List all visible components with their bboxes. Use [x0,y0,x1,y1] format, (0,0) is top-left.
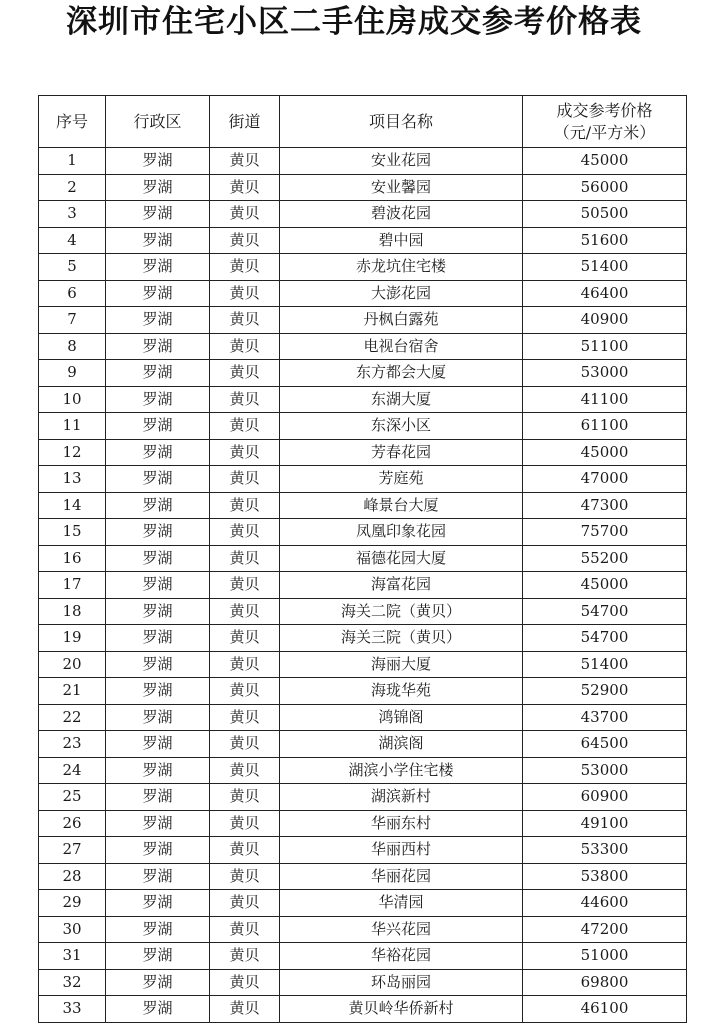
cell-project: 华丽东村 [280,810,523,837]
header-price-label: 成交参考价格 [556,100,653,120]
cell-price: 53000 [523,360,687,387]
table-row [39,572,687,599]
cell-index: 20 [39,651,106,678]
cell-price: 64500 [523,731,687,758]
cell-index: 9 [39,360,106,387]
cell-price: 51400 [523,651,687,678]
cell-street: 黄贝 [210,704,280,731]
cell-street: 黄贝 [210,174,280,201]
cell-index: 30 [39,916,106,943]
cell-street: 黄贝 [210,492,280,519]
cell-district: 罗湖 [106,148,210,175]
header-row [39,96,687,148]
cell-street: 黄贝 [210,572,280,599]
cell-street: 黄贝 [210,519,280,546]
cell-price: 45000 [523,439,687,466]
cell-district: 罗湖 [106,704,210,731]
cell-street: 黄贝 [210,386,280,413]
table-row [39,837,687,864]
cell-index: 32 [39,969,106,996]
cell-index: 2 [39,174,106,201]
cell-street: 黄贝 [210,333,280,360]
cell-street: 黄贝 [210,678,280,705]
cell-district: 罗湖 [106,254,210,281]
table-row [39,757,687,784]
header-index: 序号 [39,96,106,148]
cell-district: 罗湖 [106,731,210,758]
cell-index: 13 [39,466,106,493]
cell-project: 东方都会大厦 [280,360,523,387]
cell-price: 47200 [523,916,687,943]
page-title: 深圳市住宅小区二手住房成交参考价格表 [66,4,642,40]
cell-project: 华丽花园 [280,863,523,890]
table-row [39,810,687,837]
cell-district: 罗湖 [106,545,210,572]
cell-price: 75700 [523,519,687,546]
cell-street: 黄贝 [210,651,280,678]
table-row [39,890,687,917]
cell-street: 黄贝 [210,943,280,970]
cell-price: 53300 [523,837,687,864]
cell-street: 黄贝 [210,545,280,572]
cell-project: 东深小区 [280,413,523,440]
cell-project: 芳春花园 [280,439,523,466]
cell-price: 51400 [523,254,687,281]
cell-index: 23 [39,731,106,758]
cell-index: 24 [39,757,106,784]
cell-price: 53000 [523,757,687,784]
cell-street: 黄贝 [210,625,280,652]
cell-price: 41100 [523,386,687,413]
table-row [39,254,687,281]
table-row [39,227,687,254]
cell-index: 12 [39,439,106,466]
cell-price: 47000 [523,466,687,493]
cell-project: 福德花园大厦 [280,545,523,572]
table-row [39,545,687,572]
cell-district: 罗湖 [106,307,210,334]
cell-price: 51000 [523,943,687,970]
cell-district: 罗湖 [106,519,210,546]
cell-project: 峰景台大厦 [280,492,523,519]
cell-street: 黄贝 [210,201,280,228]
table-row [39,519,687,546]
cell-index: 16 [39,545,106,572]
cell-price: 60900 [523,784,687,811]
cell-street: 黄贝 [210,757,280,784]
cell-price: 52900 [523,678,687,705]
cell-index: 4 [39,227,106,254]
cell-price: 47300 [523,492,687,519]
cell-project: 湖滨新村 [280,784,523,811]
cell-street: 黄贝 [210,598,280,625]
table-row [39,201,687,228]
cell-street: 黄贝 [210,916,280,943]
cell-district: 罗湖 [106,333,210,360]
cell-street: 黄贝 [210,466,280,493]
cell-district: 罗湖 [106,466,210,493]
table-row [39,625,687,652]
cell-district: 罗湖 [106,227,210,254]
cell-index: 7 [39,307,106,334]
cell-street: 黄贝 [210,890,280,917]
cell-price: 43700 [523,704,687,731]
cell-price: 56000 [523,174,687,201]
cell-price: 49100 [523,810,687,837]
cell-district: 罗湖 [106,174,210,201]
cell-project: 安业花园 [280,148,523,175]
table-row [39,148,687,175]
cell-street: 黄贝 [210,810,280,837]
table-row [39,704,687,731]
cell-project: 华丽西村 [280,837,523,864]
cell-street: 黄贝 [210,413,280,440]
cell-index: 14 [39,492,106,519]
cell-index: 21 [39,678,106,705]
cell-district: 罗湖 [106,492,210,519]
cell-district: 罗湖 [106,678,210,705]
cell-project: 湖滨阁 [280,731,523,758]
cell-project: 海关二院（黄贝） [280,598,523,625]
cell-index: 31 [39,943,106,970]
cell-district: 罗湖 [106,280,210,307]
cell-price: 44600 [523,890,687,917]
cell-project: 芳庭苑 [280,466,523,493]
cell-index: 10 [39,386,106,413]
cell-district: 罗湖 [106,439,210,466]
cell-street: 黄贝 [210,307,280,334]
cell-project: 赤龙坑住宅楼 [280,254,523,281]
cell-street: 黄贝 [210,996,280,1023]
table-row [39,439,687,466]
table-row [39,386,687,413]
cell-district: 罗湖 [106,943,210,970]
cell-project: 碧中园 [280,227,523,254]
cell-index: 29 [39,890,106,917]
table-row [39,466,687,493]
cell-price: 54700 [523,598,687,625]
cell-price: 69800 [523,969,687,996]
cell-street: 黄贝 [210,731,280,758]
table-row [39,916,687,943]
cell-district: 罗湖 [106,837,210,864]
cell-project: 华兴花园 [280,916,523,943]
cell-index: 26 [39,810,106,837]
cell-district: 罗湖 [106,784,210,811]
cell-district: 罗湖 [106,969,210,996]
cell-project: 安业馨园 [280,174,523,201]
cell-street: 黄贝 [210,148,280,175]
cell-price: 45000 [523,572,687,599]
cell-project: 海丽大厦 [280,651,523,678]
cell-street: 黄贝 [210,254,280,281]
cell-project: 华裕花园 [280,943,523,970]
cell-price: 51600 [523,227,687,254]
cell-project: 海关三院（黄贝） [280,625,523,652]
cell-price: 46100 [523,996,687,1023]
cell-price: 55200 [523,545,687,572]
cell-index: 19 [39,625,106,652]
cell-project: 海富花园 [280,572,523,599]
table-row [39,360,687,387]
cell-index: 25 [39,784,106,811]
cell-project: 鸿锦阁 [280,704,523,731]
cell-street: 黄贝 [210,227,280,254]
cell-price: 45000 [523,148,687,175]
cell-street: 黄贝 [210,784,280,811]
cell-district: 罗湖 [106,810,210,837]
cell-district: 罗湖 [106,572,210,599]
table-row [39,996,687,1023]
cell-price: 54700 [523,625,687,652]
cell-price: 50500 [523,201,687,228]
cell-index: 8 [39,333,106,360]
price-table [38,95,687,1023]
cell-district: 罗湖 [106,916,210,943]
cell-district: 罗湖 [106,890,210,917]
cell-price: 51100 [523,333,687,360]
cell-street: 黄贝 [210,969,280,996]
table-row [39,784,687,811]
header-price [523,96,687,148]
table-header [39,96,687,148]
cell-district: 罗湖 [106,386,210,413]
cell-street: 黄贝 [210,280,280,307]
cell-index: 27 [39,837,106,864]
cell-project: 华清园 [280,890,523,917]
cell-street: 黄贝 [210,837,280,864]
cell-project: 黄贝岭华侨新村 [280,996,523,1023]
cell-index: 15 [39,519,106,546]
table-body [39,148,687,1023]
header-price-unit: （元/平方米） [553,122,656,142]
cell-index: 5 [39,254,106,281]
cell-index: 3 [39,201,106,228]
cell-street: 黄贝 [210,360,280,387]
cell-price: 53800 [523,863,687,890]
cell-district: 罗湖 [106,863,210,890]
cell-index: 17 [39,572,106,599]
cell-index: 33 [39,996,106,1023]
table-row [39,413,687,440]
cell-project: 电视台宿舍 [280,333,523,360]
table-row [39,174,687,201]
table-row [39,333,687,360]
cell-index: 18 [39,598,106,625]
cell-district: 罗湖 [106,413,210,440]
table-row [39,651,687,678]
cell-project: 碧波花园 [280,201,523,228]
cell-project: 丹枫白露苑 [280,307,523,334]
cell-project: 海珑华苑 [280,678,523,705]
cell-index: 28 [39,863,106,890]
cell-project: 湖滨小学住宅楼 [280,757,523,784]
cell-district: 罗湖 [106,996,210,1023]
header-project: 项目名称 [280,96,523,148]
table-row [39,969,687,996]
header-street: 街道 [210,96,280,148]
table-row [39,598,687,625]
cell-district: 罗湖 [106,625,210,652]
cell-project: 东湖大厦 [280,386,523,413]
cell-index: 6 [39,280,106,307]
cell-project: 大澎花园 [280,280,523,307]
cell-district: 罗湖 [106,598,210,625]
header-district: 行政区 [106,96,210,148]
cell-street: 黄贝 [210,863,280,890]
cell-district: 罗湖 [106,360,210,387]
table-row [39,678,687,705]
table-row [39,307,687,334]
table-row [39,492,687,519]
cell-index: 11 [39,413,106,440]
cell-project: 环岛丽园 [280,969,523,996]
table-row [39,943,687,970]
cell-price: 61100 [523,413,687,440]
cell-price: 46400 [523,280,687,307]
cell-project: 凤凰印象花园 [280,519,523,546]
cell-district: 罗湖 [106,201,210,228]
table-row [39,280,687,307]
cell-district: 罗湖 [106,757,210,784]
table-row [39,863,687,890]
cell-price: 40900 [523,307,687,334]
table-row [39,731,687,758]
cell-street: 黄贝 [210,439,280,466]
cell-index: 22 [39,704,106,731]
cell-district: 罗湖 [106,651,210,678]
cell-index: 1 [39,148,106,175]
